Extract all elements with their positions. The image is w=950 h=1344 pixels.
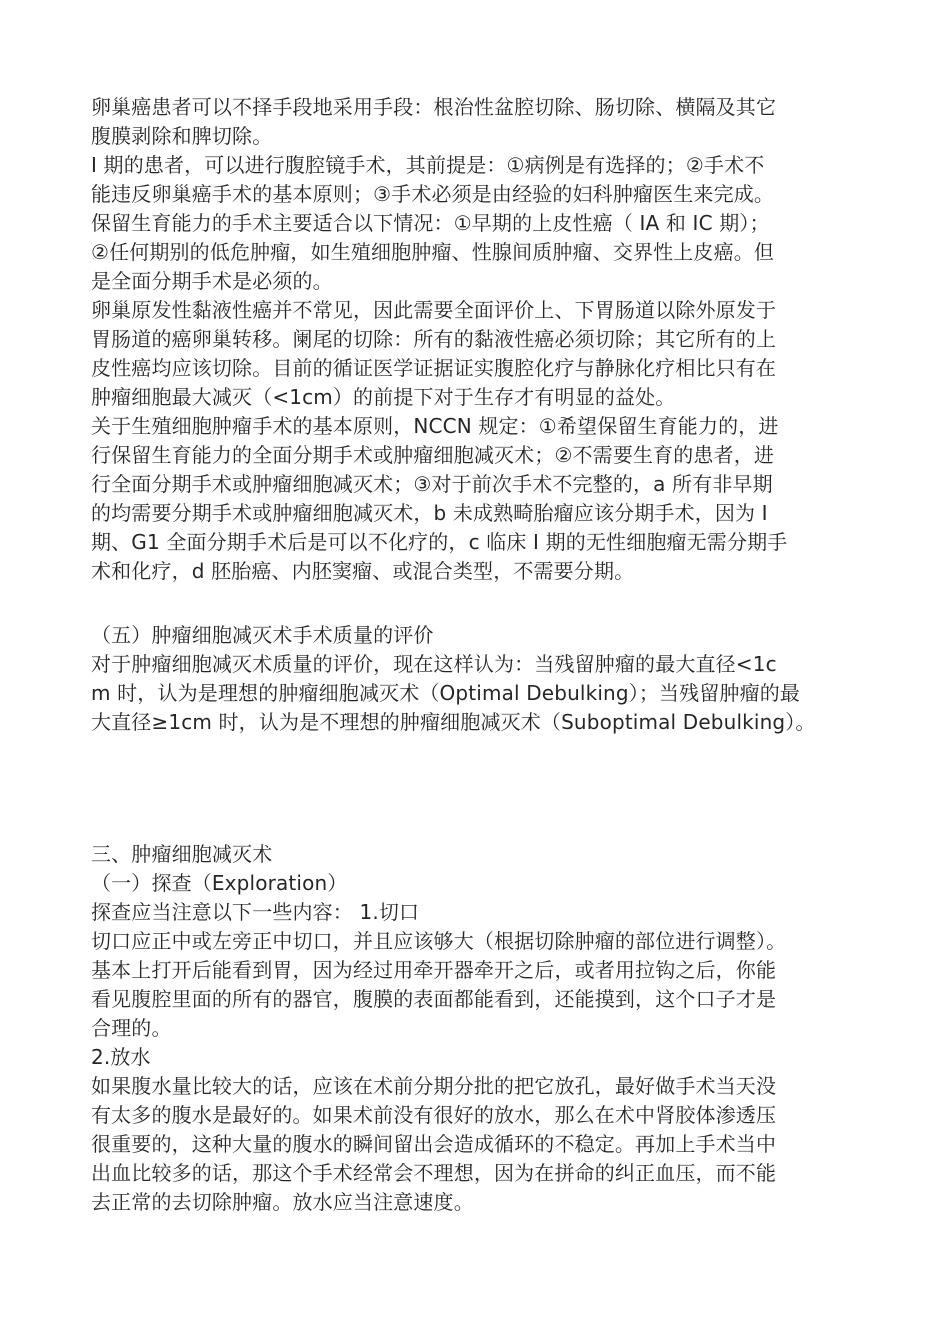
paragraph-line: 对于肿瘤细胞减灭术质量的评价，现在这样认为：当残留肿瘤的最大直径<1c bbox=[91, 652, 777, 676]
paragraph-line: 行全面分期手术或肿瘤细胞减灭术；③对于前次手术不完整的，a 所有非早期 bbox=[91, 472, 773, 496]
paragraph-line: 皮性癌均应该切除。目前的循证医学证据证实腹腔化疗与静脉化疗相比只有在 bbox=[91, 356, 777, 380]
paragraph-line: 基本上打开后能看到胃，因为经过用牵开器牵开之后，或者用拉钩之后，你能 bbox=[91, 958, 777, 982]
paragraph-line: 很重要的，这种大量的腹水的瞬间留出会造成循环的不稳定。再加上手术当中 bbox=[91, 1132, 777, 1156]
paragraph-line: 行保留生育能力的全面分期手术或肿瘤细胞减灭术；②不需要生育的患者，进 bbox=[91, 443, 775, 467]
paragraph-line: 看见腹腔里面的所有的器官，腹膜的表面都能看到，还能摸到，这个口子才是 bbox=[91, 987, 777, 1011]
paragraph-line: 探查应当注意以下一些内容： 1.切口 bbox=[91, 900, 420, 924]
paragraph-line: 关于生殖细胞肿瘤手术的基本原则，NCCN 规定：①希望保留生育能力的，进 bbox=[91, 414, 779, 438]
paragraph-line: 去正常的去切除肿瘤。放水应当注意速度。 bbox=[91, 1190, 474, 1214]
paragraph-line: 切口应正中或左旁正中切口，并且应该够大（根据切除肿瘤的部位进行调整）。 bbox=[91, 929, 787, 953]
chapter-heading: 三、肿瘤细胞减灭术 bbox=[91, 842, 273, 866]
paragraph-line: 能违反卵巢癌手术的基本原则；③手术必须是由经验的妇科肿瘤医生来完成。 bbox=[91, 182, 775, 206]
paragraph-line: 大直径≥1cm 时，认为是不理想的肿瘤细胞减灭术（Suboptimal Debulking）。 bbox=[91, 710, 816, 734]
paragraph-line: 期、G1 全面分期手术后是可以不化疗的，c 临床 I 期的无性细胞瘤无需分期手 bbox=[91, 530, 788, 554]
paragraph-line: 是全面分期手术是必须的。 bbox=[91, 269, 333, 293]
paragraph-line: 卵巢癌患者可以不择手段地采用手段：根治性盆腔切除、肠切除、横隔及其它 bbox=[91, 95, 777, 119]
paragraph-line: 肿瘤细胞最大减灭（<1cm）的前提下对于生存才有明显的益处。 bbox=[91, 385, 676, 409]
paragraph-line: I 期的患者，可以进行腹腔镜手术，其前提是：①病例是有选择的；②手术不 bbox=[91, 153, 765, 177]
paragraph-line: 胃肠道的癌卵巢转移。阑尾的切除：所有的黏液性癌必须切除；其它所有的上 bbox=[91, 327, 777, 351]
paragraph-line: m 时，认为是理想的肿瘤细胞减灭术（Optimal Debulking）；当残留肿瘤的最 bbox=[91, 681, 801, 705]
paragraph-line: 合理的。 bbox=[91, 1016, 172, 1040]
section-heading: （一）探查（Exploration） bbox=[91, 871, 348, 895]
paragraph-line: 出血比较多的话，那这个手术经常会不理想，因为在拼命的纠正血压，而不能 bbox=[91, 1161, 777, 1185]
paragraph-line: 卵巢原发性黏液性癌并不常见，因此需要全面评价上、下胃肠道以除外原发于 bbox=[91, 298, 777, 322]
section-heading: （五）肿瘤细胞减灭术手术质量的评价 bbox=[91, 623, 434, 647]
paragraph-line: 术和化疗，d 胚胎癌、内胚窦瘤、或混合类型，不需要分期。 bbox=[91, 559, 635, 583]
paragraph-line: 保留生育能力的手术主要适合以下情况：①早期的上皮性癌（ IA 和 IC 期）； bbox=[91, 211, 770, 235]
paragraph-line: 腹膜剥除和脾切除。 bbox=[91, 124, 273, 148]
subsection-heading: 2.放水 bbox=[91, 1045, 151, 1069]
paragraph-line: 如果腹水量比较大的话，应该在术前分期分批的把它放孔，最好做手术当天没 bbox=[91, 1074, 777, 1098]
paragraph-line: 的均需要分期手术或肿瘤细胞减灭术，b 未成熟畸胎瘤应该分期手术，因为 I bbox=[91, 501, 768, 525]
paragraph-line: 有太多的腹水是最好的。如果术前没有很好的放水，那么在术中肾胶体渗透压 bbox=[91, 1103, 777, 1127]
paragraph-line: ②任何期别的低危肿瘤，如生殖细胞肿瘤、性腺间质肿瘤、交界性上皮癌。但 bbox=[91, 240, 775, 264]
